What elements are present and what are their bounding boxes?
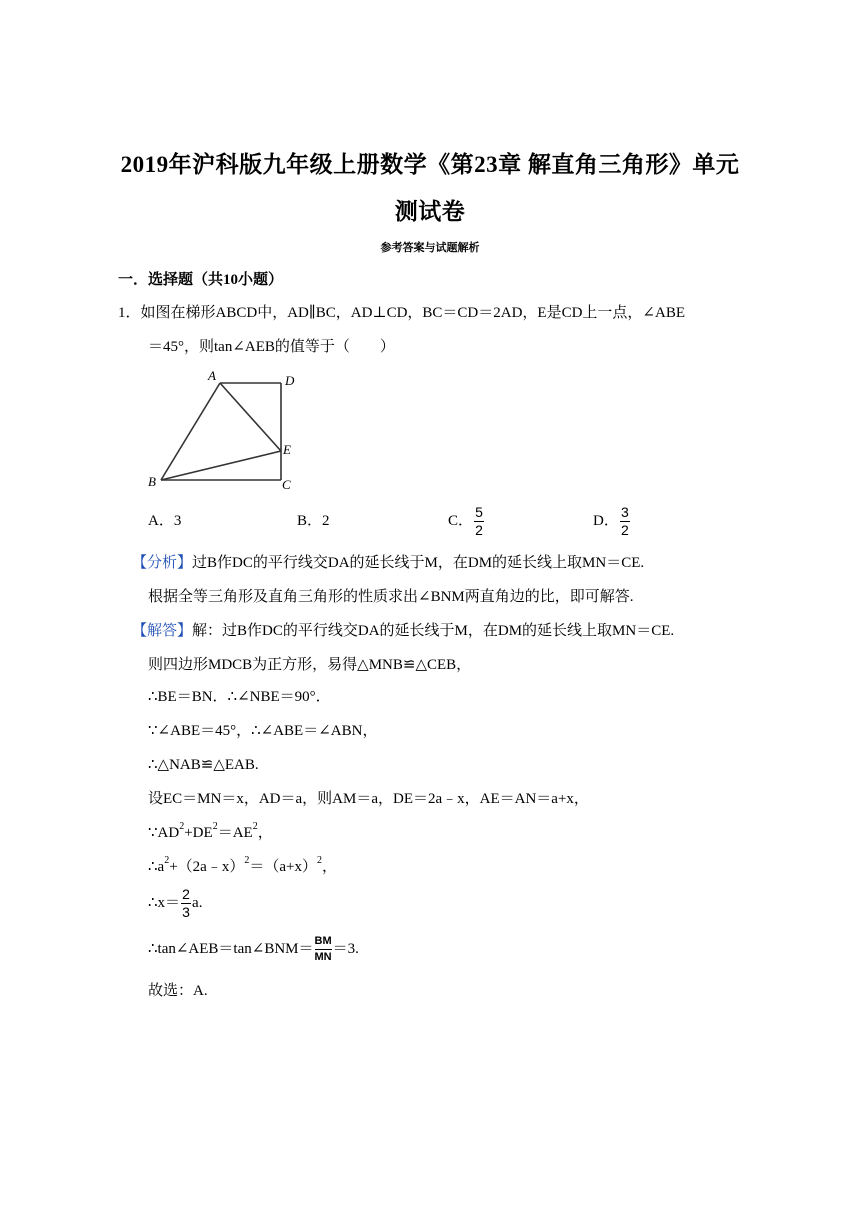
doc-title-line2: 测试卷 — [394, 199, 466, 224]
answer-line7: $\because AD^2+DE^2=AE^2$， — [148, 821, 273, 841]
answer-line5: ∴△NAB≌△EAB. — [148, 757, 259, 773]
answer-conclusion: 故选：A. — [148, 983, 208, 999]
option-a: A．3 — [148, 513, 182, 529]
analysis-line2: 根据全等三角形及直角三角形的性质求出∠BNM两直角边的比，即可解答. — [148, 589, 634, 605]
fraction-bm-mn: $\frac{BM}{MN}$ — [314, 935, 332, 964]
answer-line10: ∴tan∠AEB＝tan∠BNM＝ $\frac{BM}{MN}$ ＝3. — [148, 935, 359, 964]
label-b: B — [148, 474, 156, 489]
doc-subtitle: 参考答案与试题解析 — [380, 242, 480, 254]
label-a: A — [208, 368, 216, 383]
section-heading: 一．选择题（共10小题） — [118, 272, 284, 288]
option-b: B．2 — [297, 513, 330, 529]
analysis-line1: 【分析】过B作DC的平行线交DA的延长线于M，在DM的延长线上取MN＝CE. — [132, 555, 645, 571]
analysis-tag: 【分析】 — [132, 555, 193, 571]
option-c-fraction: $\frac{5}{2}$ — [475, 504, 483, 539]
option-c: C． $\frac{5}{2}$ — [448, 504, 483, 539]
question-text-1: 如图在梯形ABCD中，AD∥BC，AD⊥CD，BC＝CD＝2AD，E是CD上一点，∠ABE — [140, 305, 685, 321]
doc-title-line1: 2019年沪科版九年级上册数学《第23章 解直角三角形》单元 — [120, 152, 740, 177]
answer-line9: ∴x＝ $\frac{2}{3}$ a. — [148, 886, 203, 921]
answer-line4: ∵∠ABE＝45°，∴∠ABE＝∠ABN， — [148, 723, 378, 739]
answer-line1: 【解答】解：过B作DC的平行线交DA的延长线于M，在DM的延长线上取MN＝CE. — [132, 623, 675, 639]
answer-line8: $\therefore a^2+(2a﹣x)^2=(a+x)^2$， — [148, 855, 337, 875]
option-d: D． $\frac{3}{2}$ — [593, 504, 629, 539]
trapezoid-figure — [140, 364, 310, 494]
answer-line6: 设EC＝MN＝x，AD＝a，则AM＝a，DE＝2a﹣x，AE＝AN＝a+x， — [148, 791, 589, 807]
label-d: D — [285, 373, 295, 388]
label-c: C — [282, 477, 291, 492]
question-text-2: ＝45°，则tan∠AEB的值等于（ ） — [148, 339, 395, 355]
fraction-two-thirds: $\frac{2}{3}$ — [182, 886, 190, 921]
answer-tag: 【解答】 — [132, 623, 193, 639]
question-1-line1 — [118, 303, 685, 323]
answer-line2: 则四边形MDCB为正方形，易得△MNB≌△CEB， — [148, 657, 472, 673]
label-e: E — [283, 442, 291, 457]
answer-line3: ∴BE＝BN．∴∠NBE＝90°． — [148, 689, 331, 705]
question-number: 1． — [118, 305, 141, 321]
option-d-fraction: $\frac{3}{2}$ — [620, 504, 629, 539]
